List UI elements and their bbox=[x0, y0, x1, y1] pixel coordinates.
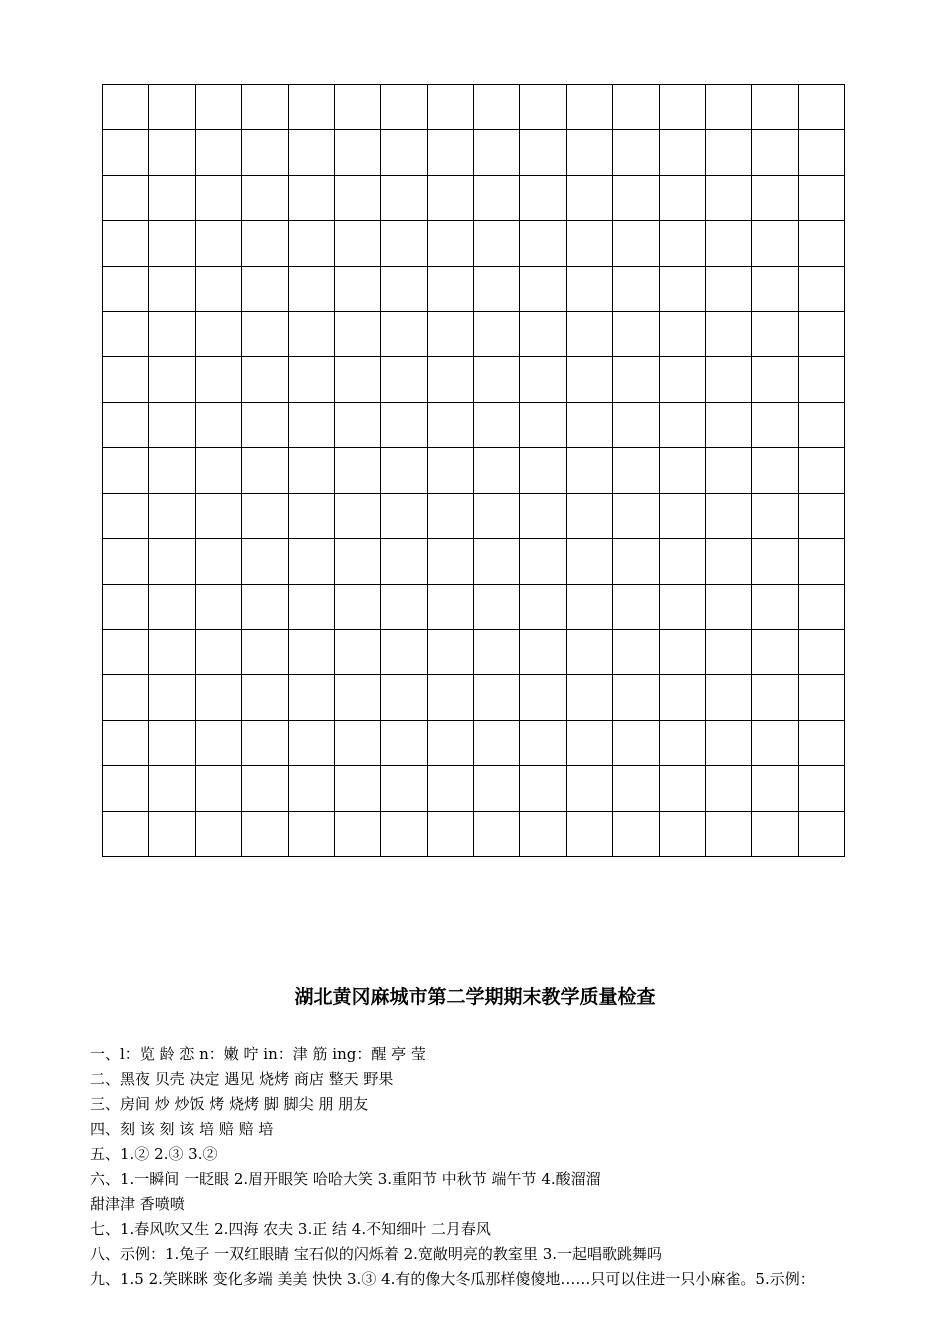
grid-cell bbox=[567, 357, 613, 402]
grid-cell bbox=[103, 630, 149, 675]
grid-cell bbox=[613, 494, 659, 539]
grid-cell bbox=[103, 221, 149, 266]
grid-cell bbox=[103, 312, 149, 357]
grid-cell bbox=[567, 630, 613, 675]
grid-cell bbox=[567, 176, 613, 221]
grid-cell bbox=[752, 812, 798, 857]
grid-cell bbox=[567, 267, 613, 312]
grid-cell bbox=[752, 130, 798, 175]
grid-cell bbox=[149, 221, 195, 266]
grid-cell bbox=[799, 721, 845, 766]
grid-cell bbox=[660, 675, 706, 720]
grid-cell bbox=[613, 403, 659, 448]
grid-cell bbox=[242, 812, 288, 857]
grid-cell bbox=[660, 721, 706, 766]
grid-cell bbox=[520, 630, 566, 675]
grid-cell bbox=[567, 130, 613, 175]
answer-line-8: 八、示例：1.兔子 一双红眼睛 宝石似的闪烁着 2.宽敞明亮的教室里 3.一起唱歌跳舞吗 bbox=[90, 1245, 663, 1263]
grid-cell bbox=[196, 812, 242, 857]
grid-cell bbox=[335, 176, 381, 221]
grid-cell bbox=[752, 312, 798, 357]
grid-cell bbox=[381, 675, 427, 720]
grid-cell bbox=[103, 176, 149, 221]
grid-cell bbox=[381, 812, 427, 857]
grid-cell bbox=[242, 448, 288, 493]
grid-cell bbox=[381, 312, 427, 357]
grid-cell bbox=[799, 85, 845, 130]
grid-cell bbox=[196, 221, 242, 266]
grid-cell bbox=[660, 221, 706, 266]
grid-cell bbox=[103, 494, 149, 539]
grid-cell bbox=[289, 721, 335, 766]
grid-cell bbox=[289, 766, 335, 811]
grid-cell bbox=[613, 221, 659, 266]
grid-cell bbox=[799, 539, 845, 584]
grid-cell bbox=[520, 448, 566, 493]
grid-cell bbox=[196, 675, 242, 720]
grid-cell bbox=[196, 448, 242, 493]
grid-cell bbox=[474, 448, 520, 493]
grid-cell bbox=[706, 494, 752, 539]
grid-cell bbox=[335, 403, 381, 448]
grid-cell bbox=[799, 812, 845, 857]
grid-cell bbox=[335, 585, 381, 630]
grid-cell bbox=[474, 176, 520, 221]
grid-cell bbox=[242, 539, 288, 584]
grid-cell bbox=[103, 721, 149, 766]
grid-cell bbox=[613, 130, 659, 175]
grid-cell bbox=[335, 130, 381, 175]
grid-cell bbox=[149, 312, 195, 357]
grid-cell bbox=[706, 357, 752, 402]
grid-cell bbox=[196, 630, 242, 675]
grid-cell bbox=[799, 766, 845, 811]
grid-cell bbox=[289, 494, 335, 539]
grid-cell bbox=[799, 176, 845, 221]
grid-cell bbox=[428, 675, 474, 720]
grid-cell bbox=[520, 85, 566, 130]
grid-cell bbox=[567, 403, 613, 448]
grid-cell bbox=[660, 267, 706, 312]
grid-cell bbox=[242, 403, 288, 448]
grid-cell bbox=[752, 221, 798, 266]
grid-cell bbox=[149, 539, 195, 584]
grid-cell bbox=[752, 357, 798, 402]
grid-cell bbox=[428, 403, 474, 448]
grid-cell bbox=[381, 357, 427, 402]
grid-cell bbox=[660, 812, 706, 857]
grid-cell bbox=[520, 494, 566, 539]
grid-cell bbox=[335, 675, 381, 720]
grid-cell bbox=[660, 494, 706, 539]
grid-cell bbox=[660, 630, 706, 675]
grid-cell bbox=[103, 130, 149, 175]
grid-cell bbox=[613, 85, 659, 130]
grid-cell bbox=[706, 766, 752, 811]
grid-cell bbox=[149, 721, 195, 766]
grid-cell bbox=[428, 812, 474, 857]
grid-cell bbox=[474, 312, 520, 357]
answer-line-2: 二、黑夜 贝壳 决定 遇见 烧烤 商店 整天 野果 bbox=[90, 1070, 394, 1088]
grid-cell bbox=[103, 766, 149, 811]
grid-cell bbox=[474, 130, 520, 175]
grid-cell bbox=[242, 176, 288, 221]
grid-cell bbox=[242, 267, 288, 312]
grid-cell bbox=[149, 812, 195, 857]
grid-cell bbox=[520, 675, 566, 720]
grid-cell bbox=[149, 176, 195, 221]
grid-cell bbox=[474, 539, 520, 584]
grid-cell bbox=[381, 630, 427, 675]
grid-cell bbox=[289, 675, 335, 720]
grid-cell bbox=[196, 267, 242, 312]
composition-writing-grid bbox=[102, 84, 845, 857]
grid-cell bbox=[149, 585, 195, 630]
grid-cell bbox=[428, 85, 474, 130]
grid-cell bbox=[289, 267, 335, 312]
grid-cell bbox=[520, 221, 566, 266]
grid-cell bbox=[752, 267, 798, 312]
grid-cell bbox=[381, 85, 427, 130]
grid-cell bbox=[613, 812, 659, 857]
grid-cell bbox=[381, 766, 427, 811]
grid-cell bbox=[103, 448, 149, 493]
grid-cell bbox=[242, 85, 288, 130]
grid-cell bbox=[103, 403, 149, 448]
grid-cell bbox=[428, 721, 474, 766]
grid-cell bbox=[103, 585, 149, 630]
grid-cell bbox=[567, 494, 613, 539]
answer-key-list bbox=[90, 1042, 890, 1292]
answer-line-3: 三、房间 炒 炒饭 烤 烧烤 脚 脚尖 朋 朋友 bbox=[90, 1095, 369, 1113]
grid-cell bbox=[474, 403, 520, 448]
grid-cell bbox=[381, 539, 427, 584]
grid-cell bbox=[289, 630, 335, 675]
grid-cell bbox=[520, 312, 566, 357]
grid-cell bbox=[428, 494, 474, 539]
grid-cell bbox=[474, 675, 520, 720]
grid-cell bbox=[567, 721, 613, 766]
grid-cell bbox=[289, 448, 335, 493]
grid-cell bbox=[381, 176, 427, 221]
grid-cell bbox=[474, 267, 520, 312]
grid-cell bbox=[428, 221, 474, 266]
grid-cell bbox=[381, 130, 427, 175]
grid-cell bbox=[567, 812, 613, 857]
grid-cell bbox=[706, 312, 752, 357]
grid-cell bbox=[242, 721, 288, 766]
grid-cell bbox=[660, 539, 706, 584]
grid-cell bbox=[520, 721, 566, 766]
grid-cell bbox=[381, 221, 427, 266]
grid-cell bbox=[752, 675, 798, 720]
grid-cell bbox=[752, 630, 798, 675]
grid-cell bbox=[520, 585, 566, 630]
grid-cell bbox=[613, 539, 659, 584]
grid-cell bbox=[381, 585, 427, 630]
grid-cell bbox=[428, 766, 474, 811]
document-title: 湖北黄冈麻城市第二学期期末教学质量检查 bbox=[294, 986, 656, 1008]
grid-cell bbox=[242, 675, 288, 720]
grid-cell bbox=[149, 766, 195, 811]
grid-cell bbox=[149, 494, 195, 539]
grid-cell bbox=[196, 403, 242, 448]
grid-cell bbox=[799, 267, 845, 312]
grid-cell bbox=[474, 357, 520, 402]
grid-cell bbox=[242, 130, 288, 175]
grid-cell bbox=[335, 766, 381, 811]
grid-cell bbox=[196, 494, 242, 539]
grid-cell bbox=[520, 267, 566, 312]
grid-cell bbox=[289, 221, 335, 266]
grid-cell bbox=[474, 630, 520, 675]
grid-cell bbox=[567, 221, 613, 266]
grid-cell bbox=[196, 130, 242, 175]
grid-cell bbox=[474, 766, 520, 811]
answer-line-6-continued: 甜津津 香喷喷 bbox=[90, 1195, 185, 1213]
answer-line-6: 六、1.一瞬间 一眨眼 2.眉开眼笑 哈哈大笑 3.重阳节 中秋节 端午节 4.酸溜溜 bbox=[90, 1170, 601, 1188]
grid-cell bbox=[196, 85, 242, 130]
answer-line-4: 四、刻 该 刻 该 培 赔 赔 培 bbox=[90, 1120, 274, 1138]
grid-cell bbox=[242, 221, 288, 266]
grid-cell bbox=[381, 721, 427, 766]
grid-cell bbox=[474, 221, 520, 266]
grid-cell bbox=[752, 494, 798, 539]
grid-cell bbox=[752, 721, 798, 766]
grid-cell bbox=[613, 585, 659, 630]
grid-cell bbox=[799, 130, 845, 175]
grid-cell bbox=[799, 221, 845, 266]
grid-cell bbox=[706, 403, 752, 448]
grid-cell bbox=[752, 539, 798, 584]
grid-cell bbox=[799, 357, 845, 402]
grid-cell bbox=[799, 403, 845, 448]
grid-cell bbox=[335, 85, 381, 130]
grid-cell bbox=[799, 494, 845, 539]
grid-cell bbox=[196, 312, 242, 357]
grid-cell bbox=[103, 357, 149, 402]
grid-cell bbox=[335, 494, 381, 539]
grid-cell bbox=[706, 85, 752, 130]
grid-cell bbox=[381, 403, 427, 448]
answer-line-1: 一、l：览 龄 恋 n：嫩 咛 in：津 筋 ing：醒 亭 莹 bbox=[90, 1045, 426, 1063]
grid-cell bbox=[613, 675, 659, 720]
grid-cell bbox=[706, 176, 752, 221]
grid-cell bbox=[520, 357, 566, 402]
answer-line-5: 五、1.② 2.③ 3.② bbox=[90, 1145, 218, 1163]
grid-cell bbox=[242, 585, 288, 630]
grid-cell bbox=[103, 85, 149, 130]
grid-cell bbox=[289, 539, 335, 584]
grid-cell bbox=[149, 403, 195, 448]
grid-cell bbox=[335, 357, 381, 402]
grid-cell bbox=[520, 812, 566, 857]
grid-cell bbox=[474, 812, 520, 857]
grid-cell bbox=[149, 357, 195, 402]
grid-cell bbox=[613, 267, 659, 312]
grid-cell bbox=[428, 448, 474, 493]
grid-cell bbox=[428, 312, 474, 357]
grid-cell bbox=[567, 448, 613, 493]
grid-cell bbox=[613, 721, 659, 766]
grid-cell bbox=[242, 312, 288, 357]
grid-cell bbox=[381, 448, 427, 493]
grid-cell bbox=[799, 448, 845, 493]
grid-cell bbox=[520, 403, 566, 448]
grid-cell bbox=[242, 766, 288, 811]
grid-cell bbox=[289, 403, 335, 448]
grid-cell bbox=[660, 176, 706, 221]
grid-cell bbox=[335, 267, 381, 312]
grid-cell bbox=[520, 539, 566, 584]
grid-cell bbox=[660, 403, 706, 448]
grid-cell bbox=[149, 448, 195, 493]
grid-cell bbox=[103, 539, 149, 584]
grid-cell bbox=[613, 176, 659, 221]
grid-cell bbox=[289, 812, 335, 857]
grid-cell bbox=[335, 630, 381, 675]
grid-cell bbox=[567, 766, 613, 811]
grid-cell bbox=[335, 721, 381, 766]
grid-cell bbox=[799, 675, 845, 720]
grid-cell bbox=[799, 585, 845, 630]
grid-cell bbox=[752, 585, 798, 630]
grid-cell bbox=[103, 267, 149, 312]
grid-cell bbox=[428, 130, 474, 175]
grid-cell bbox=[706, 448, 752, 493]
grid-cell bbox=[196, 766, 242, 811]
grid-cell bbox=[660, 312, 706, 357]
grid-cell bbox=[196, 721, 242, 766]
grid-cell bbox=[428, 630, 474, 675]
grid-cell bbox=[103, 812, 149, 857]
grid-cell bbox=[335, 448, 381, 493]
grid-cell bbox=[428, 585, 474, 630]
grid-cell bbox=[242, 494, 288, 539]
grid-cell bbox=[567, 539, 613, 584]
grid-cell bbox=[335, 539, 381, 584]
grid-cell bbox=[706, 630, 752, 675]
grid-cell bbox=[381, 494, 427, 539]
grid-cell bbox=[196, 539, 242, 584]
grid-cell bbox=[567, 85, 613, 130]
grid-cell bbox=[706, 812, 752, 857]
grid-cell bbox=[613, 312, 659, 357]
grid-cell bbox=[149, 85, 195, 130]
grid-cell bbox=[520, 766, 566, 811]
grid-cell bbox=[613, 448, 659, 493]
grid-cell bbox=[289, 130, 335, 175]
grid-cell bbox=[149, 630, 195, 675]
grid-cell bbox=[752, 176, 798, 221]
grid-cell bbox=[428, 176, 474, 221]
grid-cell bbox=[706, 675, 752, 720]
grid-cell bbox=[520, 130, 566, 175]
grid-cell bbox=[706, 585, 752, 630]
grid-cell bbox=[706, 130, 752, 175]
grid-cell bbox=[613, 766, 659, 811]
grid-cell bbox=[335, 312, 381, 357]
grid-cell bbox=[196, 357, 242, 402]
grid-cell bbox=[474, 494, 520, 539]
grid-cell bbox=[289, 85, 335, 130]
grid-cell bbox=[660, 130, 706, 175]
grid-cell bbox=[799, 312, 845, 357]
grid-cell bbox=[752, 766, 798, 811]
grid-cell bbox=[660, 85, 706, 130]
grid-cell bbox=[752, 403, 798, 448]
grid-cell bbox=[381, 267, 427, 312]
grid-cell bbox=[474, 85, 520, 130]
answer-line-9: 九、1.5 2.笑眯眯 变化多端 美美 快快 3.③ 4.有的像大冬瓜那样傻傻地……只可以住进一只小麻雀。5.示例： bbox=[90, 1270, 815, 1288]
grid-cell bbox=[706, 221, 752, 266]
grid-cell bbox=[613, 630, 659, 675]
grid-cell bbox=[660, 357, 706, 402]
grid-cell bbox=[242, 630, 288, 675]
grid-cell bbox=[567, 585, 613, 630]
grid-cell bbox=[428, 357, 474, 402]
grid-cell bbox=[660, 766, 706, 811]
grid-cell bbox=[799, 630, 845, 675]
grid-cell bbox=[289, 312, 335, 357]
grid-cell bbox=[289, 176, 335, 221]
grid-cell bbox=[428, 267, 474, 312]
grid-cell bbox=[567, 312, 613, 357]
grid-cell bbox=[613, 357, 659, 402]
grid-cell bbox=[567, 675, 613, 720]
answer-line-7: 七、1.春风吹又生 2.四海 农夫 3.正 结 4.不知细叶 二月春风 bbox=[90, 1220, 491, 1238]
grid-cell bbox=[660, 585, 706, 630]
grid-cell bbox=[752, 85, 798, 130]
grid-cell bbox=[149, 267, 195, 312]
grid-cell bbox=[474, 721, 520, 766]
grid-cell bbox=[149, 130, 195, 175]
grid-cell bbox=[660, 448, 706, 493]
grid-cell bbox=[335, 221, 381, 266]
grid-cell bbox=[706, 267, 752, 312]
grid-cell bbox=[289, 357, 335, 402]
grid-cell bbox=[103, 675, 149, 720]
grid-cell bbox=[474, 585, 520, 630]
grid-cell bbox=[149, 675, 195, 720]
grid-cell bbox=[242, 357, 288, 402]
grid-cell bbox=[196, 176, 242, 221]
grid-cell bbox=[335, 812, 381, 857]
grid-cell bbox=[752, 448, 798, 493]
grid-cell bbox=[428, 539, 474, 584]
grid-cell bbox=[196, 585, 242, 630]
grid-cell bbox=[289, 585, 335, 630]
grid-cell bbox=[706, 721, 752, 766]
grid-cell bbox=[706, 539, 752, 584]
grid-cell bbox=[520, 176, 566, 221]
